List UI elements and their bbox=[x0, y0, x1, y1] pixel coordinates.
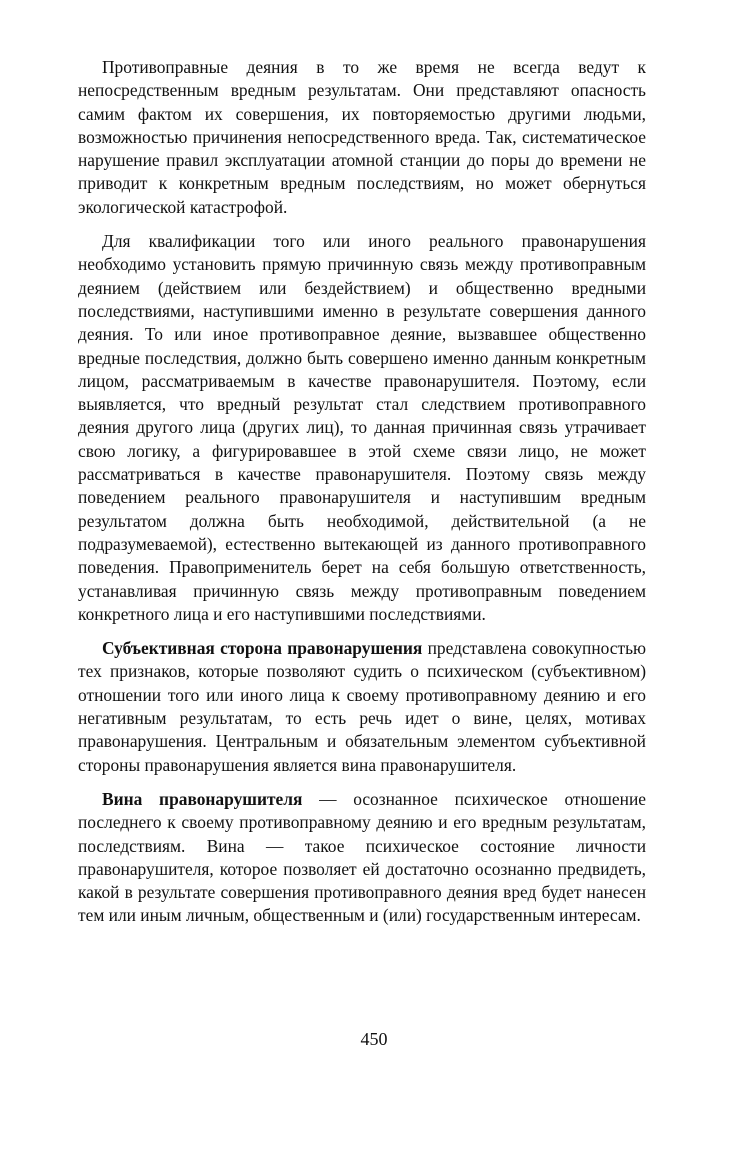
paragraph-3-term: Субъективная сторона правонарушения bbox=[102, 638, 423, 659]
page-body bbox=[78, 56, 646, 928]
paragraph-1-text: Противоправные деяния в то же время не всегда ведут к непосредственным вредным результатам. Они представляют опасность самим фактом их совершения, их повторяемостью другими людьми, возможностью причинения непосредственного вреда. Так, систематическое нарушение правил эксплуатации атомной станции до поры до времени не приводит к конкретным вредным последствиям, но может обернуться экологической катастрофой. bbox=[78, 57, 646, 217]
paragraph-2-text: Для квалификации того или иного реального правонарушения необходимо установить прямую причинную связь между противоправным деянием (действием или бездействием) и общественно вредными последствиями, наступившими именно в результате совершения данного деяния. То или иное противоправное деяние, вызвавшее общественно вредные последствия, должно быть совершено именно данным конкретным лицом, рассматриваемым в качестве правонарушителя. Поэтому, если выявляется, что вредный результат стал следствием противоправного деяния другого лица (других лиц), то данная причинная связь утрачивает свою логику, а фигурировавшее в этой схеме связи лицо, не может рассматриваться в качестве правонарушителя. Поэтому связь между поведением реального правонарушителя и наступившим вредным результатом должна быть необходимой, действительной (а не подразумеваемой), естественно вытекающей из данного противоправного поведения. Правоприменитель берет на себя большую ответственность, устанавливая причинную связь между противоправным поведением конкретного лица и его наступившими последствиями. bbox=[78, 231, 646, 624]
paragraph-3-text: представлена совокупностью тех признаков, которые позволяют судить о психическом (субъективном) отношении того или иного лица к своему противоправному деянию и его негативным результатам, то есть речь идет о вине, целях, мотивах правонарушения. Центральным и обязательным элементом субъективной стороны правонарушения является вина правонарушителя. bbox=[78, 638, 646, 775]
paragraph-3 bbox=[78, 637, 646, 777]
paragraph-2 bbox=[78, 230, 646, 626]
paragraph-1 bbox=[78, 56, 646, 219]
paragraph-4-text: — осознанное психическое отношение последнего к своему противоправному деянию и его вредным результатам, последствиям. Вина — такое психическое состояние личности правонарушителя, которое позволяет ей достаточно осознанно предвидеть, какой в результате совершения противоправного деяния вред будет нанесен тем или иным личным, общественным и (или) государственным интересам. bbox=[78, 788, 646, 926]
page-number: 450 bbox=[360, 1029, 388, 1049]
paragraph-4-term: Вина правонарушителя bbox=[102, 788, 303, 809]
paragraph-4 bbox=[78, 788, 646, 928]
